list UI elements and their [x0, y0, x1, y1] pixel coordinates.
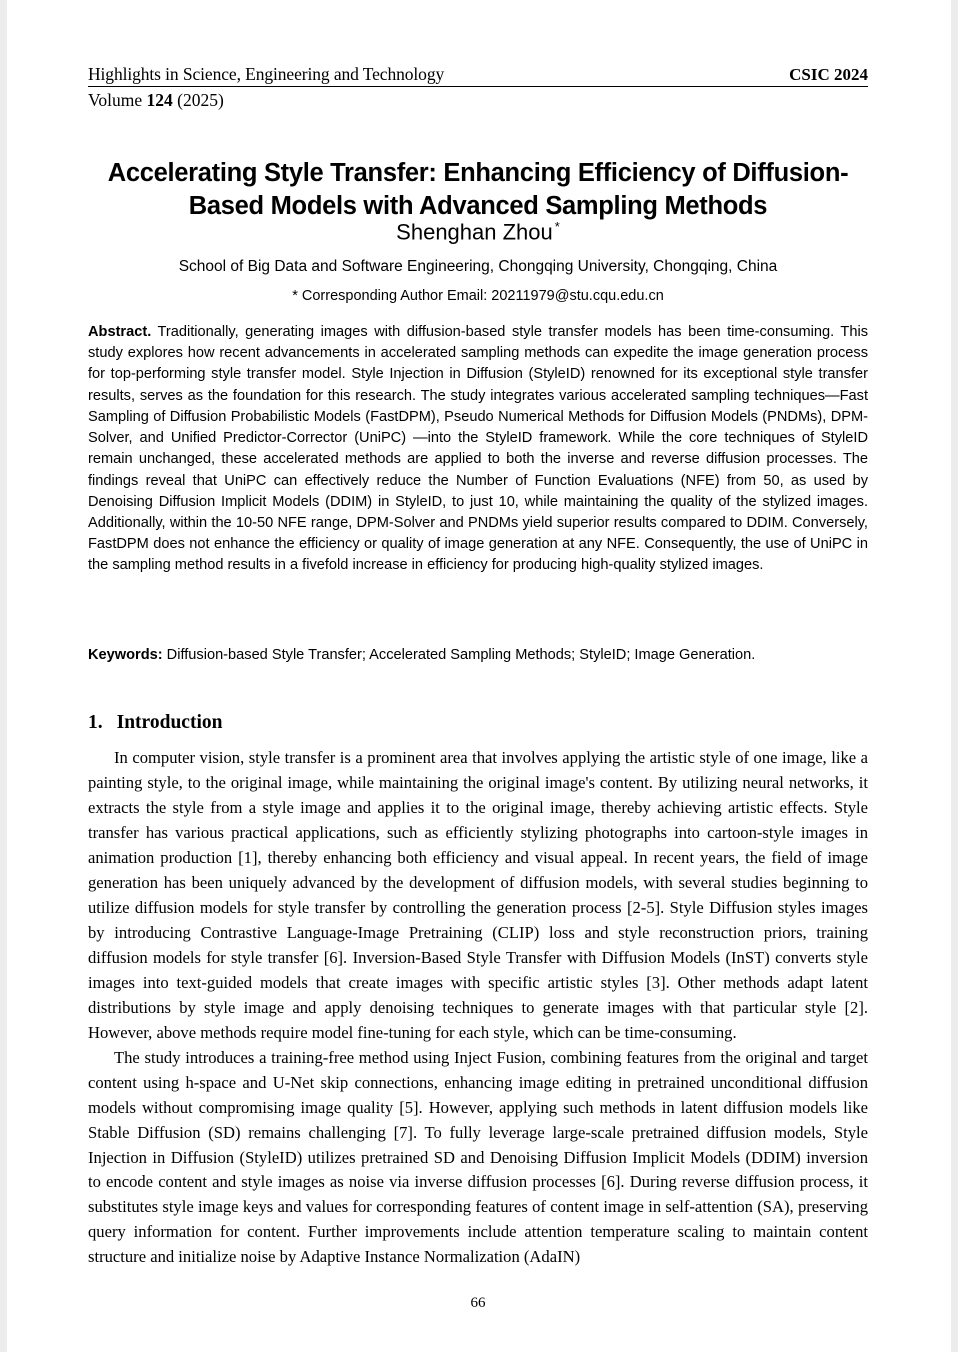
- running-head: [88, 64, 868, 111]
- author-affiliation: School of Big Data and Software Engineering, Chongqing University, Chongqing, China: [178, 258, 778, 275]
- corresponding-author-email: * Corresponding Author Email: 20211979@stu.cqu.edu.cn: [292, 288, 664, 304]
- author-name: [88, 219, 868, 245]
- journal-name: Highlights in Science, Engineering and Technology: [88, 64, 445, 84]
- abstract-block: [88, 322, 868, 577]
- section-body-introduction: [88, 746, 868, 1270]
- page-title: Accelerating Style Transfer: Enhancing Efficiency of Diffusion-Based Models with Advanced Sampling Methods: [107, 159, 849, 221]
- abstract-label: Abstract.: [88, 324, 152, 340]
- conference-name: CSIC 2024: [789, 65, 868, 84]
- author-label: Shenghan Zhou: [396, 219, 553, 245]
- volume-line: [88, 90, 868, 111]
- volume-year: (2025): [172, 90, 224, 110]
- paragraph: In computer vision, style transfer is a prominent area that involves applying the artistic style of one image, like a painting style, to the original image, while maintaining the original image's content. By utilizing neural networks, it extracts the style from a style image and applies it to the original image, thereby achieving artistic effects. Style transfer has various practical applications, such as efficiently stylizing photographs into cartoon-style images in animation production [1], thereby enhancing both efficiency and visual appeal. In recent years, the field of image generation has been uniquely advanced by the development of diffusion models, with several studies beginning to utilize diffusion models for style transfer by controlling the generation process [2-5]. Style Diffusion styles images by introducing Contrastive Language-Image Pretraining (CLIP) loss and style reconstruction priors, training diffusion models for style transfer [6]. Inversion-Based Style Transfer with Diffusion Models (InST) converts style images into text-guided models that create images with specific artistic styles [3]. Other methods adapt latent distributions by style image and apply denoising techniques to generate images with that particular style [2]. However, above methods require model fine-tuning for each style, which can be time-consuming.: [88, 748, 868, 1042]
- section-number: 1.: [88, 712, 103, 733]
- paragraph: The study introduces a training-free method using Inject Fusion, combining features from the original and target content using h-space and U-Net skip connections, enhancing image editing in pretrained unconditional diffusion models without compromising image quality [5]. However, applying such methods in latent diffusion models like Stable Diffusion (SD) remains challenging [7]. To fully leverage large-scale pretrained diffusion models, Style Injection in Diffusion (StyleID) utilizes pretrained SD and Denoising Diffusion Implicit Models (DDIM) inversion to encode content and style images as noise via inverse diffusion processes [6]. During reverse diffusion process, it substitutes style image keys and values for corresponding features of content image in self-attention (SA), preserving query information for content. Further improvements include attention temperature scaling to maintain content structure and initialize noise by Adaptive Instance Normalization (AdaIN): [88, 1047, 868, 1267]
- volume-number: 124: [146, 90, 173, 110]
- page-number: 66: [470, 1295, 486, 1311]
- keywords-text: Diffusion-based Style Transfer; Accelerated Sampling Methods; StyleID; Image Generation.: [162, 647, 756, 663]
- paper-page: [88, 0, 868, 1352]
- running-head-row-primary: [88, 64, 868, 87]
- author-corresponding-marker: *: [554, 219, 560, 234]
- abstract-text: Traditionally, generating images with diffusion-based style transfer models has been time-consuming. This study explores how recent advancements in accelerated sampling methods can expedite the image generation process for top-performing style transfer model. Style Injection in Diffusion (StyleID) renowned for its exceptional style transfer results, serves as the foundation for this research. The study integrates various accelerated sampling techniques—Fast Sampling of Diffusion Probabilistic Models (FastDPM), Pseudo Numerical Methods for Diffusion Models (PNDMs), DPM-Solver, and Unified Predictor-Corrector (UniPC) —into the StyleID framework. While the core techniques of StyleID remain unchanged, these accelerated methods are applied to both the inverse and reverse diffusion processes. The findings reveal that UniPC can effectively reduce the Number of Function Evaluations (NFE) from 50, as used by Denoising Diffusion Implicit Models (DDIM) in StyleID, to just 10, while maintaining the quality of the stylized images. Additionally, within the 10-50 NFE range, DPM-Solver and PNDMs yield superior results compared to DDIM. Conversely, FastDPM does not enhance the efficiency or quality of image generation at any NFE. Consequently, the use of UniPC in the sampling method results in a fivefold increase in efficiency for producing high-quality stylized images.: [88, 324, 868, 574]
- section-heading-introduction: [88, 712, 868, 734]
- keywords-block: [88, 645, 868, 666]
- section-title: Introduction: [116, 712, 223, 733]
- page-edge-band-left: [0, 0, 7, 1352]
- volume-prefix: Volume: [88, 90, 147, 110]
- keywords-label: Keywords:: [88, 647, 163, 663]
- page-edge-band-right: [951, 0, 958, 1352]
